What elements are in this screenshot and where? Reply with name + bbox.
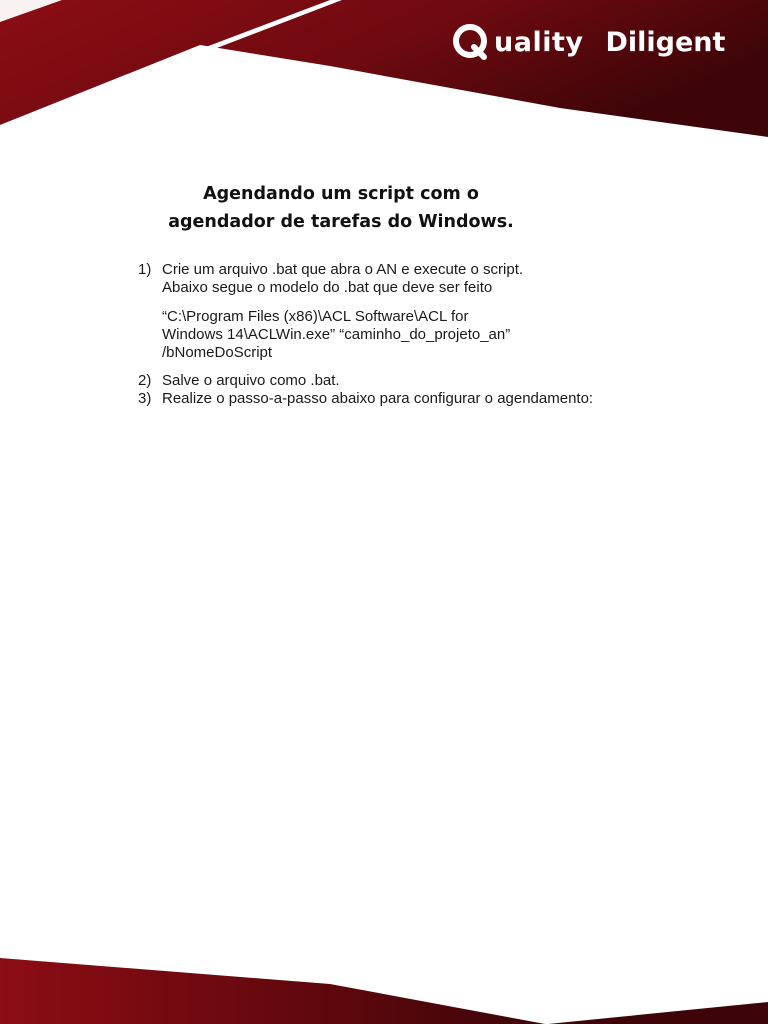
step-1-line-2: Abaixo segue o modelo do .bat que deve ser feito [162,279,493,296]
step-3-line-1: Realize o passo-a-passo abaixo para configurar o agendamento: [162,390,594,407]
bat-command-example [162,308,638,362]
title-line-2: agendador de tarefas do Windows. [168,212,514,232]
logo-quality-text: uality [494,26,584,58]
step-1-text [162,261,523,297]
company-logo [450,18,725,66]
step-2-number: 2) [138,372,152,389]
logo-diligent-text: Diligent [605,26,726,58]
quality-q-icon [450,21,492,63]
step-3-number: 3) [138,390,152,407]
step-1-number: 1) [138,261,152,278]
footer-band-shape [0,958,545,1024]
footer-band [0,954,768,1024]
footer-band-right-shape [548,1002,768,1024]
command-line-1: “C:\Program Files (x86)\ACL Software\ACL for [162,308,469,325]
step-3-text [162,390,593,408]
title-line-1: Agendando um script com o [203,184,479,204]
step-2-text [162,372,340,390]
command-line-2: Windows 14\ACLWin.exe” “caminho_do_projeto_an” [162,326,511,343]
step-2 [138,372,638,390]
step-2-line-1: Salve o arquivo como .bat. [162,372,340,389]
step-3 [138,390,638,408]
instructions [138,261,638,408]
command-line-3: /bNomeDoScript [162,344,273,361]
page-title [0,180,682,236]
step-1 [138,261,638,297]
step-1-line-1: Crie um arquivo .bat que abra o AN e execute o script. [162,261,524,278]
